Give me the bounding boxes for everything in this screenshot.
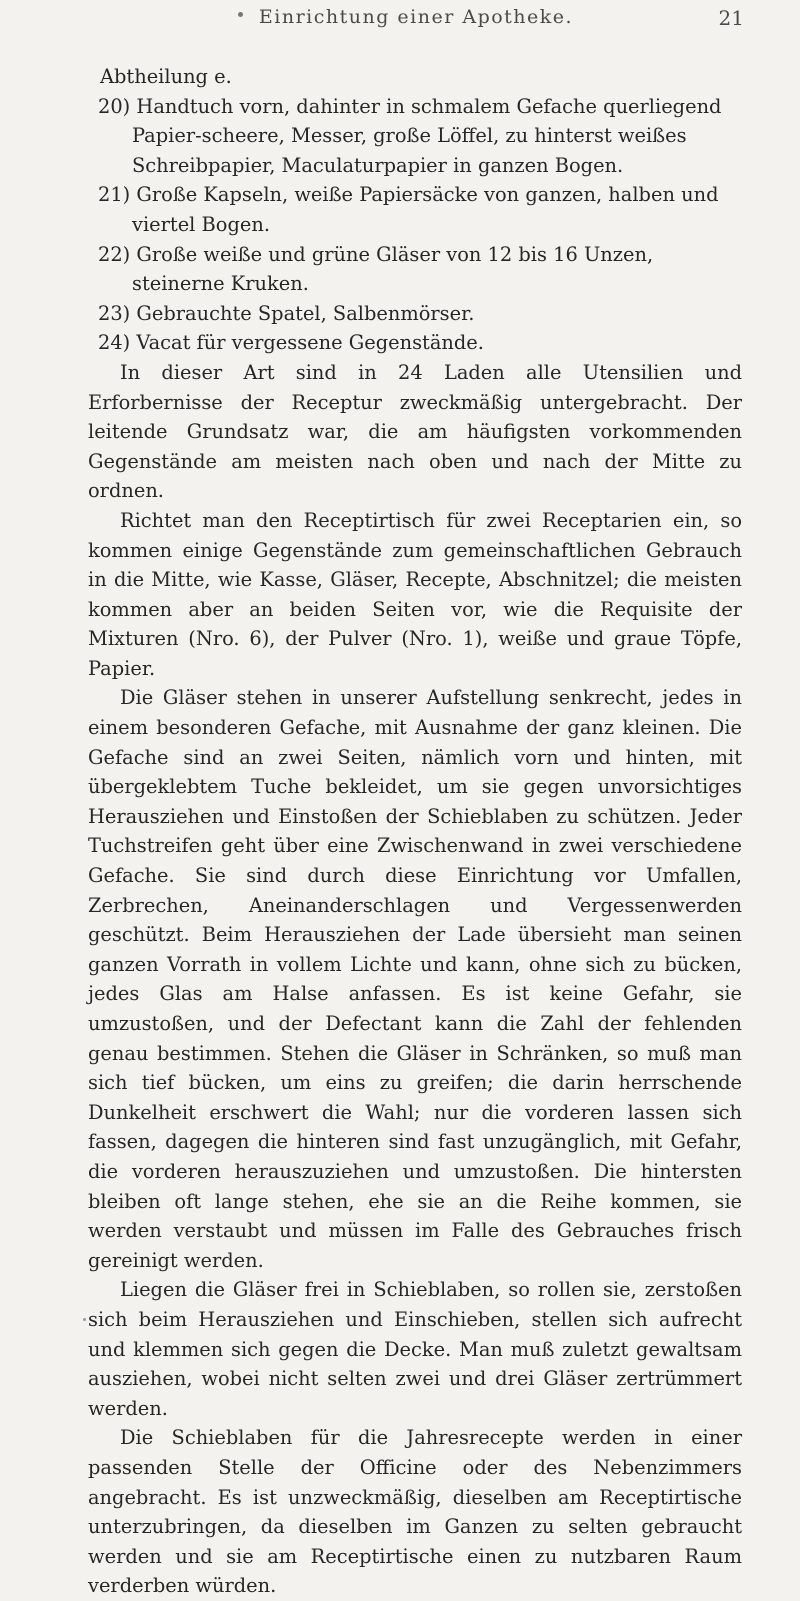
running-head bbox=[88, 6, 744, 36]
paragraph: Die Schieblaben für die Jahresrecepte werden in einer passenden Stelle der Officine oder des Nebenzimmers angebracht. Es ist unzweckmäßig, dieselben am Receptirtische unterzubringen, da dieselben im Ganzen zu selten gebraucht werden und sie am Receptirtische einen zu nutzbaren Raum verderben würden. bbox=[88, 1426, 742, 1598]
paragraph: Die Gläser stehen in unserer Aufstellung senkrecht, jedes in einem besonderen Gefache, mit Ausnahme der ganz kleinen. Die Gefache sind an zwei Seiten, nämlich vorn und hinten, mit übergeklebtem Tuche bekleidet, um sie gegen unvorsichtiges Herausziehen und Einstoßen der Schieblaben zu schützen. Jeder Tuchstreifen geht über eine Zwischenwand in zwei verschiedene Gefache. Sie sind durch diese Einrichtung vor Umfallen, Zerbrechen, Aneinanderschlagen und Vergessenwerden geschützt. Beim Herausziehen der Lade übersieht man seinen ganzen Vorrath in vollem Lichte und kann, ohne sich zu bücken, jedes Glas am Halse anfassen. Es ist keine Gefahr, sie umzustoßen, und der Defectant kann die Zahl der fehlenden genau bestimmen. Stehen die Gläser in Schränken, so muß man sich tief bücken, um eins zu greifen; die darin herrschende Dunkelheit erschwert die Wahl; nur die vorderen lassen sich fassen, dagegen die hinteren sind fast unzugänglich, mit Gefahr, die vorderen herauszuziehen und umzustoßen. Die hintersten bleiben oft lange stehen, ehe sie an die Reihe kommen, sie werden verstaubt und müssen im Falle des Gebrauches frisch gereinigt werden. bbox=[88, 686, 742, 1272]
page-mark bbox=[83, 1318, 86, 1321]
running-head-title: Einrichtung einer Apotheke. bbox=[258, 6, 574, 28]
list-item: 24) Vacat für vergessene Gegenstände. bbox=[98, 331, 484, 355]
list-item: 22) Große weiße und grüne Gläser von 12 bis 16 Unzen, steinerne Kruken. bbox=[98, 242, 654, 296]
paragraph: Liegen die Gläser frei in Schieblaben, so rollen sie, zerstoßen sich beim Herausziehen und Einschieben, stellen sich aufrecht und klemmen sich gegen die Decke. Man muß zuletzt gewaltsam ausziehen, wobei nicht selten zwei und drei Gläser zertrümmert werden. bbox=[88, 1278, 742, 1420]
page-number: 21 bbox=[718, 6, 744, 30]
list-item: 20) Handtuch vorn, dahinter in schmalem Gefache querliegend Papier-scheere, Messer, große Löffel, zu hinterst weißes Schreibpapier, Maculaturpapier in ganzen Bogen. bbox=[98, 94, 722, 177]
list-item: 23) Gebrauchte Spatel, Salbenmörser. bbox=[98, 301, 475, 325]
page-body bbox=[88, 62, 742, 1601]
list-item: 21) Große Kapseln, weiße Papiersäcke von ganzen, halben und viertel Bogen. bbox=[98, 183, 719, 236]
paragraph: In dieser Art sind in 24 Laden alle Utensilien und Erforbernisse der Receptur zweckmäßig untergebracht. Der leitende Grundsatz war, die am häufigsten vorkommenden Gegenstände am meisten nach oben und nach der Mitte zu ordnen. bbox=[88, 360, 742, 503]
paragraph: Richtet man den Receptirtisch für zwei Receptarien ein, so kommen einige Gegenstände zum gemeinschaftlichen Gebrauch in die Mitte, wie Kasse, Gläser, Recepte, Abschnitzel; die meisten kommen aber an beiden Seiten vor, wie die Requisite der Mixturen (Nro. 6), der Pulver (Nro. 1), weiße und graue Töpfe, Papier. bbox=[88, 508, 742, 680]
section-heading: Abtheilung e. bbox=[100, 65, 232, 88]
